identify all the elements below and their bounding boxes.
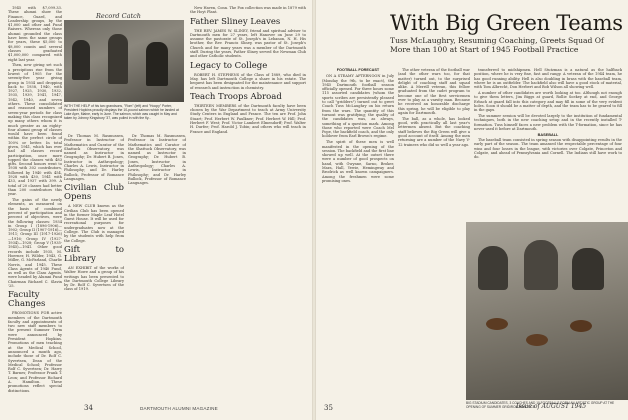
col3-paragraph: Dr. Thomas M. Rasmussen, Professor in Instructor of Mathematics and Curator of the Shattuck Observatory, was named as Instructor in Geography; Dr. Hubert B. Jones, Instructor in Anthropology; Charles A. Lewis, Instructor in Philosophy; and Dr. Harley Bullock, Professor of Romance Languages.: [128, 134, 186, 186]
right-column-1: [322, 68, 394, 402]
right-column-3: [474, 68, 622, 220]
left-page: [0, 0, 312, 420]
right-col3-paragraph-2: A number of other candidates are worth looking at too. Although not enough to give them letters, Jim Biggs at guard, Rollie Soekey at end, and George Erbach at guard fall into this category and may fill in some of the very evident holes. Soon it should be a matter of depth, and the team has to be geared to fill in the gaps.: [474, 90, 622, 113]
civilian-club-heading: Civilian Club Opens: [64, 183, 124, 203]
right-column-2: [398, 68, 470, 402]
faculty-changes-heading: Faculty Changes: [8, 290, 46, 310]
baseball-heading: BASEBALL: [537, 132, 559, 137]
body-paragraph-2: The gains of the newly elements, as measured on the basis of combined percent of participation and percent of objectives, were the following classes: 1934 in Group I (1896-1906)—1902; Group II (1907-1916)—1911; Group III (1917-1926)—1916; Group IV (1927-1934)—1928; Group V (1935-1945)—1941. Other good records include 1935, M. Hoerner, H. Wilder, 1943, G. Miller, G. McFarland, Charlie Norris, and 1945. These Class Agents of 1940 Fund, as well as the Class Agents, were headed by Alumni Fund Chairman Richard C. Slavin '25.: [8, 198, 62, 288]
record-catch-heading: Record Catch: [96, 12, 141, 20]
teach-paragraph: THIRTEEN MEMBERS of the Dartmouth faculty have been chosen by the War Department to teach at Army University Study Centers in England and France. The ten are Prof. John Stuart; Prof. Herbert W. Faulkner; Prof. Herbert W. Hill; Prof. Herbert F. West; Prof. Victor Lambert Elmendorff; Prof. Walter H. Durfee; Prof. Harold J. Tobin; and others who will teach in France and England.: [190, 103, 306, 134]
middle-top-paragraph: New Haven, Conn. The Fox collection was made in 1879 with the Hoyt Plant.: [190, 6, 306, 15]
gift-library-heading: Gift to Library: [64, 244, 124, 264]
intro-paragraph: 1945 with $7,099.33. These alumni show the Finance, Guard, and Leadership groups, by the $1,000 and other and Fund Raisers. Whereas only those alumni grounded the class have been the same groups for years, these $5,000 to $8,000 counts and several classes graduated $1,000,000 compared with eight last year.: [8, 6, 62, 62]
father-sliney-heading: Father Sliney Leaves: [190, 16, 281, 27]
left-page-number: 34: [84, 404, 93, 412]
baseball-paragraph: The baseball team consisted in spring season with disappointing results in the early part of the season. The team amassed the respectable percentage of four wins and four losses in the league, with victories over Colgate, Princeton and Colgate, and ahead of Pennsylvania and Cornell. The Indians still have work to do.: [474, 137, 622, 160]
teach-troops-heading: Teach Troops Abroad: [190, 91, 282, 102]
right-col2-paragraph: The other veteran of the football war (and the other wars too, for that matter) turned out, to the surprised delight of coaching staff and squad alike. A Merrill veteran, this fellow graduated from the cadet program to become one of the first servicemen ever to play as a varsity man. Because he received an honorable discharge this spring, he will be eligible to play again for Dartmouth.: [398, 68, 470, 115]
squad-photo-caption: BIG STADIUM CANDIDATES, 3 COACHES AND 10 FOOTBALLS FORM AN ARTISTIC GROUP AT THE OPENING OF SUMMER GRIDIRON PRACTICE.: [466, 401, 615, 409]
right-col2-paragraph-2: The ball, as a whole, has looked good, with practically all last year's lettermen absent. But the coaching staff believes the Big Green will give a good account of itself. Among the men returning are a number of the Navy V-12 trainees who did so well a year ago.: [398, 116, 470, 147]
section-label: FOOTBALL FORECAST: [336, 68, 380, 72]
issue-date: Issue of AUGUST 1945: [516, 403, 587, 410]
right-col1-paragraph: ON A STEAMY AFTERNOON in July (Monday the 9th, to be exact), the 1945 Dartmouth football season officially opened. For three hours some 115 assorted candidates (whom the sports scribes are persistently pleased to call "gridders") turned out to greet Coach Tuss McLaughry on his return from the wars. The quantity of this turnout was gratifying; the quality of the candidates was, as always, something of a question mark. Among those who reported were Coach Mel Pope, the backfield coach, and the only holdover from Earl Brown's regime.: [322, 74, 394, 139]
right-col3-paragraph: transferred to midshipmen. Hell Stutzman is a natural as the halfback position, where he is very fine, fast and rangy. A veteran of the 1944 team, he has good running ability. Hell is also doubling in brass with the baseball team, where he is an outfielder. The backfield also will have a good stock of material, with Tom Albrecht, Don Herbert and Bob Wilson all showing well.: [474, 68, 622, 90]
article-deck: Tuss McLaughry, Resuming Coaching, Greets Squad Of More than 100 at Start of 1945 Football Practice: [390, 36, 604, 54]
left-column-2: [64, 134, 124, 402]
hopkins-salmon-photo: [64, 20, 184, 102]
left-footer: DARTMOUTH ALUMNI MAGAZINE: [140, 406, 218, 411]
article-title: With Big Green Teams: [390, 11, 623, 35]
right-page: [316, 0, 628, 420]
middle-column: [190, 6, 306, 402]
legacy-heading: Legacy to College: [190, 60, 268, 71]
body-paragraph: Then, new giving set such a precipitous rise from the lowest of 1905 for the seventy-five year giving group in 1934 and dropping back to 1938, 1940, with 1927, 1925, 1930, 1932, 1935, 1939, 1941, 1947, 1942, 1940, and seven others. These consolidated and reasoned numbers of seven-year periods for class making this class recognized up many others whom it is much greater as an eighty-four alumni group of classes would have been found within the perfect circle of 100% or better. In total given, 1941, which has ever had all classes record participation, once more topped the classes with 483 gifts. Second honors went to 1938 with 302 contributors, followed by 1940 with 454, 1928 with 430, 1941 with 433, and 1937 with 399. A total of 20 classes had better than 200 contributors this year.: [8, 63, 62, 197]
left-column-1: [8, 6, 62, 402]
gift-paragraph: AN EXHIBIT of the works of Walter Howe and a group of his writings has been presented to the Dartmouth College Library by Dr. Rolf C. Syvertsen of the class of 1919.: [64, 265, 124, 292]
left-column-3: [128, 134, 186, 402]
right-col3-paragraph-3: The summer session will be devoted largely to the institution of fundamental techniques, both in the new coaching setup and in the recently installed T-formation. Tuss himself faces a new problem with the T-formation, since he has never used it before at Dartmouth.: [474, 113, 622, 131]
faculty-paragraph: PROMOTIONS FOR active members of the Dartmouth faculty and appointments of two new staff members to the present Summer Term were announced by President Hopkins. Promotions of men teaching at the Medical School, announced a month ago, include those of Dr. Rolf C. Syvertsen, Dean of the Medical School; Professor Rolf C. Syvertsen; Dr. Harry T. Barnes; Professor Frank T. Leon; and Professor Richard A. Hamilton. These promotions reflect special distinctions.: [8, 311, 62, 393]
legacy-paragraph: ROBERT H. STEPHENS of the Class of 1889, who died in May, has left Dartmouth College a share in his estate. The bequest has been designated for the maintenance and support of research and instruction in chemistry.: [190, 72, 306, 90]
sliney-paragraph: THE REV. JAMES W. SLINEY, friend and spiritual adviser to Dartmouth men for 27 years, left Hanover on June 29 to assume the pastorate of St. Joseph's in Lebanon, N. H. His brother, the Rev. Francis Sliney, was pastor of St. Joseph's Church and for many years was a member of the Dartmouth staff. During the years, Father Sliney served the Newman Club and other Catholic students.: [190, 28, 306, 59]
faculty-continued: Dr. Thomas M. Rasmussen, Professor in Instructor of Mathematics and Curator of the Shattuck Observatory, was named as Instructor in Geography; Dr. Hubert B. Jones, Instructor in Anthropology; Charles A. Lewis, Instructor in Philosophy; and Dr. Harley Bullock, Professor of Romance Languages.: [64, 134, 124, 181]
right-col1-paragraph-2: The spirit of these men is well manifested in the opening of the session. The backfield and the first line showed up well. At the outset there were a number of good prospects on hand, with Gwynne, Sarno, Broker, Mara, Hall, Yewie, Hemingway and Brodrick as well known campaigners. Among the freshmen were some promising ones.: [322, 140, 394, 183]
football-squad-photo: [466, 222, 628, 400]
civilian-paragraph: A NEW CLUB known as the Civilian Club has been opened in the former Maple Leaf Hotel Guest House. It will be used for recreational purposes for undergraduates now at the College. The Club is managed by the students with help from the College.: [64, 204, 124, 243]
right-page-number: 35: [324, 404, 333, 412]
photo-caption: WITH THE HELP of his two grandsons, "Rom" (left) and "Hoopy" Porter, President Hopkins proudly displays the 10-pound salmon which he landed at Lake Ayer, Maine, early in June. The salmon, which was caught in May and taken by Johnny Kingsbury '37, was pulled in with the fly...: [64, 104, 179, 120]
